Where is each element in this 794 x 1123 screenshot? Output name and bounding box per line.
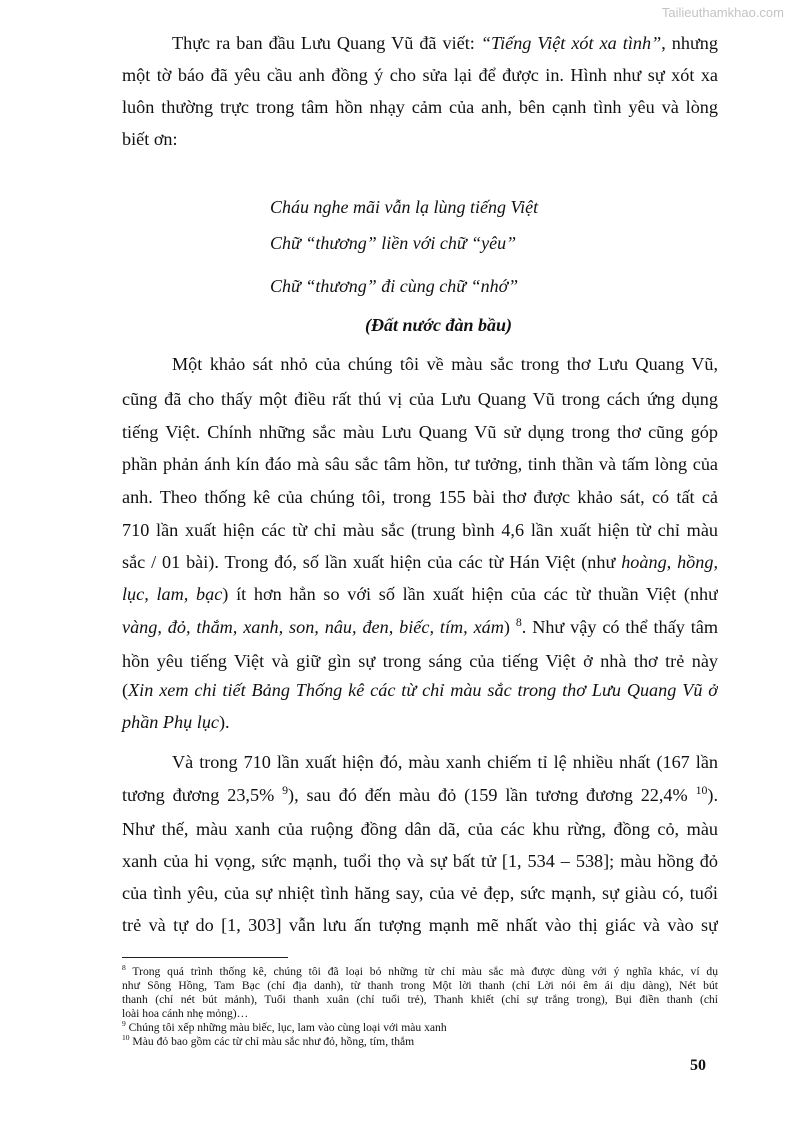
page-number: 50 <box>690 1057 706 1074</box>
footnote-ref: 9 <box>122 1019 126 1029</box>
footnote-ref: 10 <box>122 1033 130 1043</box>
poem-line: Chữ “thương” đi cùng chữ “nhớ” <box>270 276 519 296</box>
footnotes-line <box>122 965 718 979</box>
text-run: Như thế, màu xanh của ruộng đồng dân dã, của các khu rừng, đồng cỏ, màu <box>122 819 718 839</box>
footnote-ref: 8 <box>515 616 522 629</box>
text-run: anh. Theo thống kê của chúng tôi, trong 155 bài thơ được khảo sát, có tất cả <box>122 487 718 507</box>
italic-text: vàng, đỏ, thắm, xanh, son, nâu, đen, biếc, tím, xám <box>122 617 504 637</box>
watermark: Tailieuthamkhao.com <box>661 5 784 20</box>
paragraph_2-line <box>122 616 718 638</box>
text-run: . Như vậy có thể thấy tâm <box>521 617 718 637</box>
paragraph_2-line <box>122 711 718 733</box>
paragraph_2-line <box>122 453 718 475</box>
text-run: ( <box>122 680 129 700</box>
text-run: ). <box>219 712 230 732</box>
footnote-ref: 10 <box>695 784 708 797</box>
text-run: xanh của hi vọng, sức mạnh, tuổi thọ và sự bất tử [1, 534 – 538]; màu hồng đỏ <box>122 851 718 871</box>
italic-text: lục, lam, bạc <box>122 584 223 604</box>
footnotes-line <box>122 1007 718 1021</box>
paragraph_3-line <box>122 818 718 840</box>
footnotes-line <box>122 1021 718 1035</box>
paragraph_2-line <box>172 353 718 375</box>
text-run: Trong quá trình thống kê, chúng tôi đã loại bỏ những từ chỉ màu sắc mà được dùng với ý nghĩa khác, ví dụ <box>125 965 718 978</box>
text-run: sắc / 01 bài). Trong đó, số lần xuất hiện của các từ Hán Việt (như <box>122 552 622 572</box>
italic-text: phần Phụ lục <box>122 712 219 732</box>
paragraph_2-line <box>122 486 718 508</box>
text-run: Chúng tôi xếp những màu biếc, lục, lam vào cùng loại với màu xanh <box>125 1021 447 1034</box>
text-run: cũng đã cho thấy một điều rất thú vị của Lưu Quang Vũ trong cách ứng dụng <box>122 389 718 409</box>
paragraph_2-line <box>122 421 718 443</box>
text-run: tiếng Việt. Chính những sắc màu Lưu Quang Vũ sử dụng trong thơ cũng góp <box>122 422 718 442</box>
footnotes-line <box>122 979 718 993</box>
text-run: Màu đỏ bao gồm các từ chỉ màu sắc như đỏ, hồng, tím, thắm <box>129 1035 415 1048</box>
italic-text: Xin xem chi tiết Bảng Thống kê các từ chỉ màu sắc trong thơ Lưu Quang Vũ ở <box>128 680 718 700</box>
text-run: tương đương 23,5% <box>122 785 283 805</box>
footnote-separator <box>122 957 288 958</box>
italic-text: “Tiếng Việt xót xa tình” <box>480 33 662 53</box>
paragraph_2-line <box>122 650 718 672</box>
paragraph_1-line <box>122 96 718 118</box>
paragraph_3-line <box>122 914 718 936</box>
footnotes-line <box>122 1035 718 1049</box>
paragraph_2-line <box>122 388 718 410</box>
text-run: Một khảo sát nhỏ của chúng tôi về màu sắc trong thơ Lưu Quang Vũ, <box>172 354 718 374</box>
paragraph_1-line <box>122 128 718 150</box>
paragraph_3-line <box>122 882 718 904</box>
footnote-ref: 9 <box>282 784 289 797</box>
text-run: của tình yêu, của sự nhiệt tình hăng say, của vẻ đẹp, sức mạnh, sự giàu có, tuổi <box>122 883 718 903</box>
text-run: luôn thường trực trong tâm hồn nhạy cảm của anh, bên cạnh tình yêu và lòng <box>122 97 718 117</box>
text-run: hồn yêu tiếng Việt và giữ gìn sự trong sáng của tiếng Việt ở nhà thơ trẻ này <box>122 651 718 671</box>
text-run: một tờ báo đã yêu cầu anh đồng ý cho sửa lại để được in. Hình như sự xót xa <box>122 65 718 85</box>
text-run: Và trong 710 lần xuất hiện đó, màu xanh chiếm tỉ lệ nhiều nhất (167 lần <box>172 752 718 772</box>
paragraph_2-line <box>122 551 718 573</box>
text-run: như Sông Hồng, Tam Bạc (chỉ địa danh), từ thanh trong Một lời thanh (chỉ Lời nói êm ái dịu dàng), Nét bút <box>122 979 718 992</box>
text-run: 710 lần xuất hiện các từ chỉ màu sắc (trung bình 4,6 lần xuất hiện từ chỉ màu <box>122 520 718 540</box>
poem-source: (Đất nước đàn bầu) <box>365 315 512 335</box>
text-run: biết ơn: <box>122 129 178 149</box>
text-run: , nhưng <box>661 33 718 53</box>
paragraph_3-line <box>172 751 718 773</box>
paragraph_2-line <box>122 679 718 701</box>
paragraph_1-line <box>172 32 718 54</box>
footnote-ref: 8 <box>122 965 126 973</box>
text-run: ) <box>503 617 516 637</box>
paragraph_3-line <box>122 850 718 872</box>
paragraph_2-line <box>122 519 718 541</box>
paragraph_3-line <box>122 784 718 806</box>
italic-text: hoàng, hồng, <box>621 552 718 572</box>
paragraph_1-line <box>122 64 718 86</box>
text-run: trẻ và tự do [1, 303] vẫn lưu ấn tượng mạnh mẽ nhất vào thị giác và vào sự <box>122 915 718 935</box>
poem-line: Cháu nghe mãi vẫn lạ lùng tiếng Việt <box>270 197 539 217</box>
footnotes-line <box>122 993 718 1007</box>
text-run: loài hoa cánh nhẹ mỏng)… <box>122 1007 249 1020</box>
text-run: ). <box>707 785 718 805</box>
text-run: ) ít hơn hẳn so với số lần xuất hiện của các từ thuần Việt (như <box>222 584 718 604</box>
text-run: thanh (chỉ nét bút mảnh), Tuổi thanh xuân (chỉ tuổi trẻ), Thanh khiết (chỉ sự trắng trong), Bụi điền thanh (chỉ <box>122 993 718 1006</box>
paragraph_2-line <box>122 583 718 605</box>
poem-line: Chữ “thương” liền với chữ “yêu” <box>270 233 517 253</box>
text-run: Thực ra ban đầu Lưu Quang Vũ đã viết: <box>172 33 481 53</box>
text-run: ), sau đó đến màu đỏ (159 lần tương đương 22,4% <box>288 785 696 805</box>
text-run: phần phản ánh kín đáo mà sâu sắc tâm hồn, tư tưởng, tinh thần và tấm lòng của <box>122 454 718 474</box>
